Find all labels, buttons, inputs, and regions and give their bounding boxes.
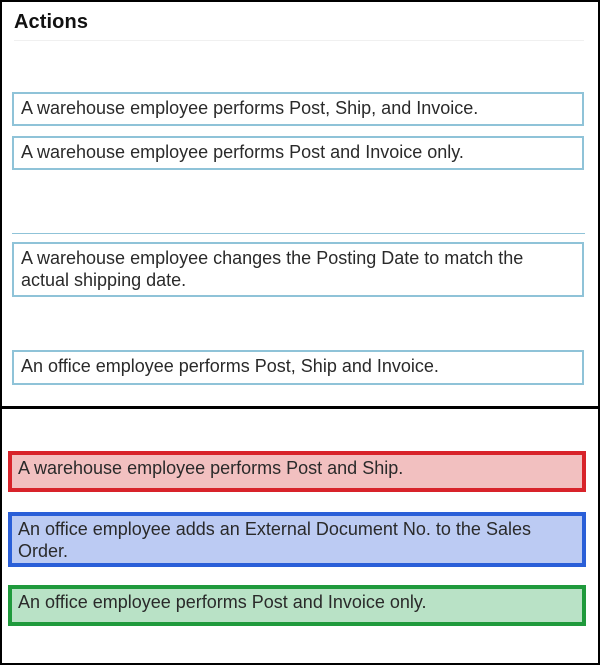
answer-item-green[interactable]: An office employee performs Post and Invoice only. (8, 585, 586, 626)
answer-item-blue[interactable]: An office employee adds an External Document No. to the Sales Order. (8, 512, 586, 567)
answer-item-red[interactable]: A warehouse employee performs Post and Ship. (8, 451, 586, 492)
empty-slot-line (12, 233, 585, 234)
title-divider (14, 40, 584, 41)
section-divider (2, 406, 598, 409)
action-item[interactable]: A warehouse employee performs Post, Ship, and Invoice. (12, 92, 584, 126)
action-item[interactable]: A warehouse employee performs Post and Invoice only. (12, 136, 584, 170)
action-item[interactable]: A warehouse employee changes the Posting Date to match the actual shipping date. (12, 242, 584, 297)
action-item[interactable]: An office employee performs Post, Ship and Invoice. (12, 350, 584, 385)
actions-title: Actions (14, 11, 89, 33)
